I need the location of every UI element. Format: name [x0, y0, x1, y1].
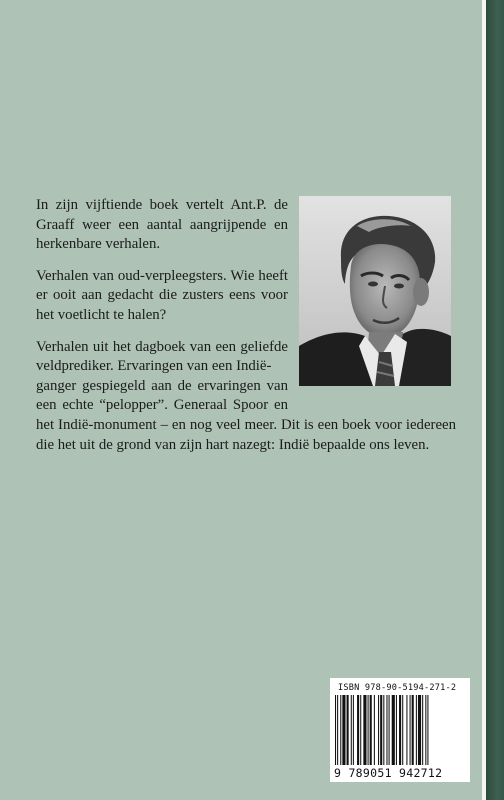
barcode-bar: [416, 695, 417, 765]
barcode-bar: [389, 695, 390, 765]
barcode-bar: [412, 695, 414, 765]
blurb-paragraph-1: [36, 196, 288, 255]
barcode-bar: [406, 695, 407, 765]
blurb-line: Graaff weer een aantal aangrijpende en: [36, 216, 288, 233]
blurb-line: Verhalen uit het dagboek van een geliefde: [36, 338, 288, 355]
blurb-line: het Indië-monument – en nog veel meer. Dit is een boek voor iedereen: [36, 416, 456, 433]
blurb-line: die het uit de grond van zijn hart nazegt: Indië bepaalde ons leven.: [36, 436, 430, 453]
blurb-line: Verhalen van oud-verpleegsters. Wie heeft: [36, 267, 288, 284]
blurb-paragraph-2: [36, 267, 288, 326]
blurb-line: In zijn vijftiende boek vertelt Ant.P. de: [36, 197, 288, 213]
barcode-bar: [335, 695, 336, 765]
author-portrait-icon: [299, 196, 451, 386]
ean-digits: 9 789051 942712: [334, 766, 443, 780]
blurb-line: er ooit aan gedacht die zusters eens voor: [36, 287, 288, 304]
isbn-barcode: [330, 678, 470, 782]
barcode-bar: [402, 695, 403, 765]
barcode-bar: [410, 695, 411, 765]
blurb-line: een echte “pelopper”. Generaal Spoor en: [36, 397, 288, 414]
barcode-bar: [360, 695, 361, 765]
barcode-bar: [347, 695, 349, 765]
barcode-bar: [383, 695, 384, 765]
barcode-bar: [342, 695, 345, 765]
barcode-bar: [363, 695, 366, 765]
barcode-bar: [396, 695, 397, 765]
barcode-bar: [351, 695, 352, 765]
barcode-bar: [392, 695, 395, 765]
blurb-line: herkenbare verhalen.: [36, 236, 161, 253]
barcode-bar: [337, 695, 338, 765]
barcode-bar: [380, 695, 382, 765]
barcode-bar: [353, 695, 354, 765]
barcode-bar: [425, 695, 426, 765]
barcode-bar: [422, 695, 423, 765]
barcode-bar: [340, 695, 341, 765]
barcode-bar: [368, 695, 369, 765]
author-photo: [299, 196, 451, 386]
barcode-bar: [378, 695, 379, 765]
barcode-bar: [357, 695, 359, 765]
barcode-bars-icon: [335, 695, 465, 765]
barcode-bar: [418, 695, 421, 765]
barcode-bar: [374, 695, 375, 765]
book-spine: [486, 0, 504, 800]
barcode-bar: [399, 695, 401, 765]
barcode-bar: [386, 695, 387, 765]
barcode-bar: [370, 695, 372, 765]
isbn-label: ISBN 978-90-5194-271-2: [338, 683, 457, 693]
blurb-line: veldprediker. Ervaringen van een Indië-: [36, 358, 272, 375]
blurb-line: ganger gespiegeld aan de ervaringen van: [36, 377, 288, 394]
blurb-line: het voetlicht te halen?: [36, 306, 167, 323]
barcode-bar: [427, 695, 428, 765]
